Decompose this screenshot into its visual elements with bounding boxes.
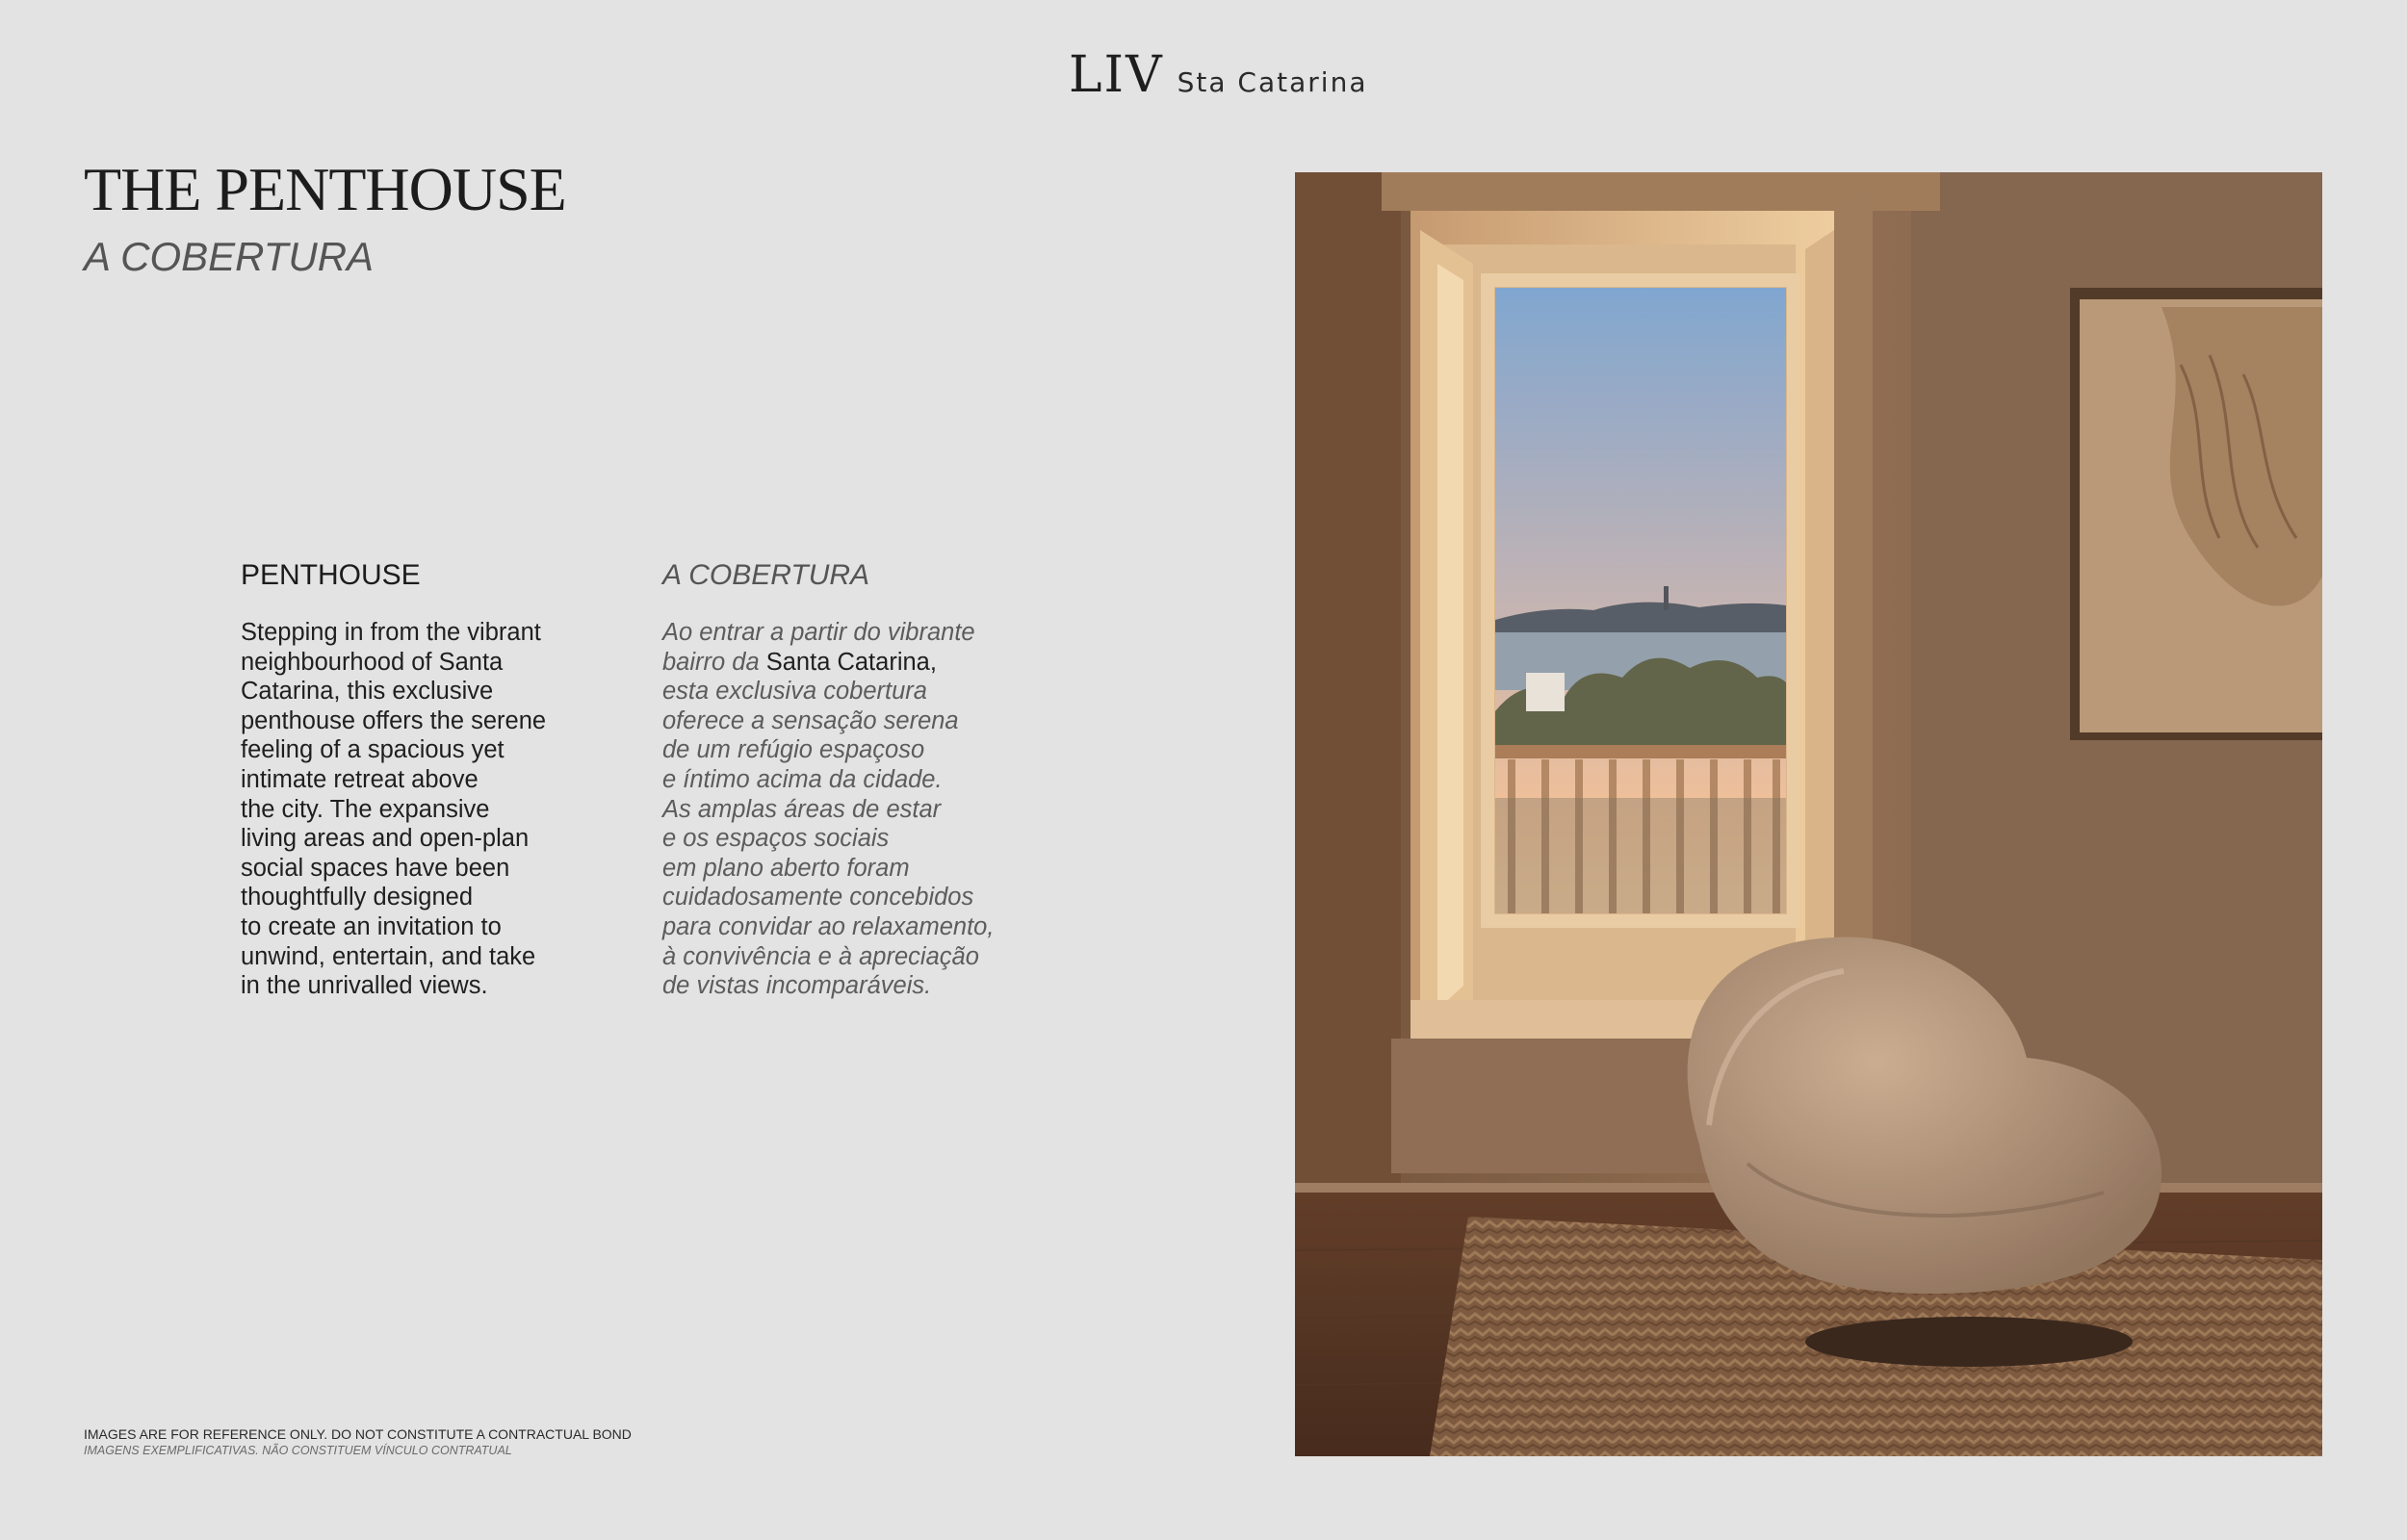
brand-header [1069, 46, 1368, 104]
page-title: THE PENTHOUSE [84, 155, 566, 223]
english-heading: PENTHOUSE [241, 559, 421, 591]
portuguese-line: oferece a sensação serena [662, 706, 959, 734]
english-line: thoughtfully designed [241, 884, 474, 911]
portuguese-line: em plano aberto foram [662, 854, 910, 882]
disclaimer-portuguese: IMAGENS EXEMPLIFICATIVAS. NÃO CONSTITUEM VÍNCULO CONTRATUAL [84, 1443, 512, 1457]
page-subtitle: A COBERTURA [84, 234, 375, 279]
portuguese-line-prefix: bairro da [662, 648, 766, 676]
portuguese-column [662, 558, 1028, 1001]
english-line: feeling of a spacious yet [241, 736, 505, 764]
portuguese-line: Ao entrar a partir do vibrante [662, 619, 975, 646]
english-line: intimate retreat above [241, 765, 479, 793]
portuguese-line: para convidar ao relaxamento, [662, 912, 995, 940]
portuguese-line: de um refúgio espaçoso [662, 736, 925, 764]
english-line: in the unrivalled views. [241, 972, 488, 1000]
english-line: the city. The expansive [241, 795, 490, 823]
portuguese-line: de vistas incomparáveis. [662, 972, 932, 1000]
brand-name: Sta Catarina [1177, 66, 1368, 98]
english-line: penthouse offers the serene [241, 706, 547, 734]
portuguese-line-highlight: Santa Catarina [765, 648, 930, 676]
portuguese-line: e os espaços sociais [662, 825, 890, 853]
english-body [241, 618, 607, 1001]
portuguese-line: à convivência e à apreciação [662, 942, 979, 970]
disclaimer [84, 1426, 632, 1458]
portuguese-line [662, 648, 1028, 678]
penthouse-interior-photo [1295, 172, 2322, 1456]
portuguese-line: As amplas áreas de estar [662, 795, 942, 823]
english-line: neighbourhood of Santa [241, 648, 504, 676]
english-line: to create an invitation to [241, 912, 502, 940]
portuguese-line-suffix: , [929, 648, 937, 676]
brand-logo: LIV [1069, 46, 1164, 104]
english-line: unwind, entertain, and take [241, 942, 536, 970]
english-line: living areas and open-plan [241, 825, 530, 853]
english-line: Catarina, this exclusive [241, 678, 494, 706]
portuguese-line: e íntimo acima da cidade. [662, 765, 943, 793]
portuguese-line: cuidadosamente concebidos [662, 884, 974, 911]
english-line: Stepping in from the vibrant [241, 619, 541, 646]
disclaimer-english: IMAGES ARE FOR REFERENCE ONLY. DO NOT CONSTITUTE A CONTRACTUAL BOND [84, 1426, 632, 1442]
english-line: social spaces have been [241, 854, 510, 882]
portuguese-heading: A COBERTURA [662, 559, 870, 591]
portuguese-line: esta exclusiva cobertura [662, 678, 927, 706]
portuguese-body [662, 618, 1028, 1001]
english-column [241, 558, 607, 1001]
